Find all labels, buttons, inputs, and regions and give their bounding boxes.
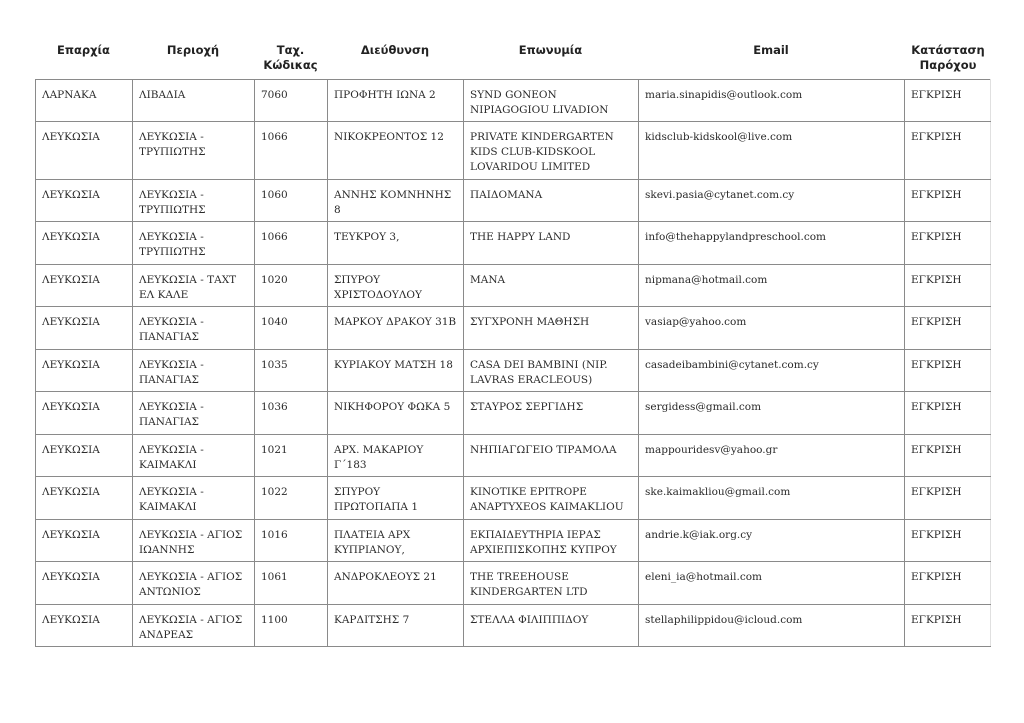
table-row <box>36 122 991 180</box>
cell-postal-code: 1066 <box>255 222 328 265</box>
cell-periochi: ΛΕΥΚΩΣΙΑ - ΚΑΙΜΑΚΛΙ <box>133 435 255 477</box>
cell-name: ΣΤΑΥΡΟΣ ΣΕΡΓΙΔΗΣ <box>464 392 639 435</box>
cell-periochi: ΛΕΥΚΩΣΙΑ - ΠΑΝΑΓΙΑΣ <box>133 392 255 435</box>
cell-status: ΕΓΚΡΙΣΗ <box>905 180 991 222</box>
cell-periochi: ΛΕΥΚΩΣΙΑ - ΚΑΙΜΑΚΛΙ <box>133 477 255 520</box>
cell-address: ΣΠΥΡΟΥ ΧΡΙΣΤΟΔΟΥΛΟΥ <box>328 265 464 307</box>
cell-periochi: ΛΕΥΚΩΣΙΑ - ΑΓΙΟΣ ΑΝΤΩΝΙΟΣ <box>133 562 255 605</box>
cell-eparchia: ΛΑΡΝΑΚΑ <box>36 80 133 122</box>
table-row <box>36 520 991 562</box>
cell-postal-code: 1022 <box>255 477 328 520</box>
cell-postal-code: 1060 <box>255 180 328 222</box>
cell-address: ΝΙΚΟΚΡΕΟΝΤΟΣ 12 <box>328 122 464 180</box>
header-name: Επωνυμία <box>518 43 583 57</box>
cell-address: ΤΕΥΚΡΟΥ 3, <box>328 222 464 265</box>
cell-periochi: ΛΕΥΚΩΣΙΑ - ΠΑΝΑΓΙΑΣ <box>133 307 255 350</box>
cell-periochi: ΛΕΥΚΩΣΙΑ - ΑΓΙΟΣ ΑΝΔΡΕΑΣ <box>133 605 255 647</box>
table-row <box>36 265 991 307</box>
cell-periochi: ΛΕΥΚΩΣΙΑ - ΤΡΥΠΙΩΤΗΣ <box>133 222 255 265</box>
cell-postal-code: 1066 <box>255 122 328 180</box>
header-postal-code-line2: Κώδικας <box>263 58 318 72</box>
cell-eparchia: ΛΕΥΚΩΣΙΑ <box>36 265 133 307</box>
cell-email[interactable]: andrie.k@iak.org.cy <box>639 520 905 562</box>
cell-postal-code: 1100 <box>255 605 328 647</box>
cell-email[interactable]: maria.sinapidis@outlook.com <box>639 80 905 122</box>
cell-periochi: ΛΕΥΚΩΣΙΑ - ΤΑΧΤ ΕΛ ΚΑΛΕ <box>133 265 255 307</box>
cell-email[interactable]: casadeibambini@cytanet.com.cy <box>639 350 905 392</box>
header-postal-code <box>254 43 327 73</box>
cell-email[interactable]: ske.kaimakliou@gmail.com <box>639 477 905 520</box>
cell-eparchia: ΛΕΥΚΩΣΙΑ <box>36 605 133 647</box>
header-postal-code-line1: Ταχ. <box>276 43 305 57</box>
cell-name: CASA DEI BAMBINI (NIP. LAVRAS ERACLEOUS) <box>464 350 639 392</box>
cell-address: ΠΡΟΦΗΤΗ ΙΩΝΑ 2 <box>328 80 464 122</box>
cell-address: ΜΑΡΚΟΥ ΔΡΑΚΟΥ 31Β <box>328 307 464 350</box>
cell-name: THE HAPPY LAND <box>464 222 639 265</box>
cell-name: PRIVATE KINDERGARTEN KIDS CLUB-KIDSKOOL LOVARIDOU LIMITED <box>464 122 639 180</box>
cell-eparchia: ΛΕΥΚΩΣΙΑ <box>36 435 133 477</box>
cell-eparchia: ΛΕΥΚΩΣΙΑ <box>36 307 133 350</box>
cell-postal-code: 1021 <box>255 435 328 477</box>
cell-address: ΠΛΑΤΕΙΑ ΑΡΧ ΚΥΠΡΙΑΝΟΥ, <box>328 520 464 562</box>
cell-eparchia: ΛΕΥΚΩΣΙΑ <box>36 477 133 520</box>
table-row <box>36 222 991 265</box>
cell-address: ΚΥΡΙΑΚΟΥ ΜΑΤΣΗ 18 <box>328 350 464 392</box>
cell-status: ΕΓΚΡΙΣΗ <box>905 80 991 122</box>
table-row <box>36 477 991 520</box>
cell-name: ΜΑΝΑ <box>464 265 639 307</box>
cell-email[interactable]: info@thehappylandpreschool.com <box>639 222 905 265</box>
cell-name: ΝΗΠΙΑΓΩΓΕΙΟ ΤΙΡΑΜΟΛΑ <box>464 435 639 477</box>
cell-postal-code: 1040 <box>255 307 328 350</box>
table-row <box>36 435 991 477</box>
cell-email[interactable]: nipmana@hotmail.com <box>639 265 905 307</box>
cell-postal-code: 1016 <box>255 520 328 562</box>
cell-status: ΕΓΚΡΙΣΗ <box>905 122 991 180</box>
cell-address: ΑΡΧ. ΜΑΚΑΡΙΟΥ Γ΄183 <box>328 435 464 477</box>
cell-address: ΝΙΚΗΦΟΡΟΥ ΦΩΚΑ 5 <box>328 392 464 435</box>
providers-table <box>35 79 991 647</box>
cell-status: ΕΓΚΡΙΣΗ <box>905 435 991 477</box>
cell-status: ΕΓΚΡΙΣΗ <box>905 222 991 265</box>
cell-email[interactable]: stellaphilippidou@icloud.com <box>639 605 905 647</box>
cell-email[interactable]: vasiap@yahoo.com <box>639 307 905 350</box>
cell-name: ΠΑΙΔΟΜΑΝΑ <box>464 180 639 222</box>
header-address: Διεύθυνση <box>360 43 430 57</box>
cell-postal-code: 1061 <box>255 562 328 605</box>
cell-name: THE TREEHOUSE KINDERGARTEN LTD <box>464 562 639 605</box>
cell-email[interactable]: mappouridesv@yahoo.gr <box>639 435 905 477</box>
cell-eparchia: ΛΕΥΚΩΣΙΑ <box>36 520 133 562</box>
cell-periochi: ΛΕΥΚΩΣΙΑ - ΠΑΝΑΓΙΑΣ <box>133 350 255 392</box>
cell-name: SYND GONEON NIPIAGOGIOU LIVADION <box>464 80 639 122</box>
cell-postal-code: 7060 <box>255 80 328 122</box>
table-row <box>36 307 991 350</box>
table-body <box>36 80 991 647</box>
cell-status: ΕΓΚΡΙΣΗ <box>905 562 991 605</box>
header-email: Email <box>753 43 789 57</box>
header-periochi: Περιοχή <box>166 43 220 57</box>
header-eparchia: Επαρχία <box>57 43 110 57</box>
cell-eparchia: ΛΕΥΚΩΣΙΑ <box>36 122 133 180</box>
cell-status: ΕΓΚΡΙΣΗ <box>905 477 991 520</box>
table-row <box>36 180 991 222</box>
cell-address: ΣΠΥΡΟΥ ΠΡΩΤΟΠΑΠΑ 1 <box>328 477 464 520</box>
cell-periochi: ΛΕΥΚΩΣΙΑ - ΑΓΙΟΣ ΙΩΑΝΝΗΣ <box>133 520 255 562</box>
cell-status: ΕΓΚΡΙΣΗ <box>905 520 991 562</box>
header-status-line1: Κατάσταση <box>911 43 985 57</box>
cell-status: ΕΓΚΡΙΣΗ <box>905 265 991 307</box>
cell-name: ΣΥΓΧΡΟΝΗ ΜΑΘΗΣΗ <box>464 307 639 350</box>
cell-name: ΣΤΕΛΛΑ ΦΙΛΙΠΠΙΔΟΥ <box>464 605 639 647</box>
table-row <box>36 350 991 392</box>
cell-periochi: ΛΙΒΑΔΙΑ <box>133 80 255 122</box>
cell-status: ΕΓΚΡΙΣΗ <box>905 307 991 350</box>
cell-eparchia: ΛΕΥΚΩΣΙΑ <box>36 350 133 392</box>
cell-email[interactable]: kidsclub-kidskool@live.com <box>639 122 905 180</box>
table-row <box>36 392 991 435</box>
cell-email[interactable]: eleni_ia@hotmail.com <box>639 562 905 605</box>
cell-postal-code: 1020 <box>255 265 328 307</box>
cell-eparchia: ΛΕΥΚΩΣΙΑ <box>36 180 133 222</box>
cell-email[interactable]: skevi.pasia@cytanet.com.cy <box>639 180 905 222</box>
cell-periochi: ΛΕΥΚΩΣΙΑ - ΤΡΥΠΙΩΤΗΣ <box>133 180 255 222</box>
header-status <box>904 43 992 73</box>
table-row <box>36 80 991 122</box>
cell-status: ΕΓΚΡΙΣΗ <box>905 350 991 392</box>
cell-name: KINOTIKE EPITROPE ANAPTYXEOS KAIMAKLIOU <box>464 477 639 520</box>
cell-email[interactable]: sergidess@gmail.com <box>639 392 905 435</box>
cell-address: ΚΑΡΔΙΤΣΗΣ 7 <box>328 605 464 647</box>
cell-status: ΕΓΚΡΙΣΗ <box>905 605 991 647</box>
cell-eparchia: ΛΕΥΚΩΣΙΑ <box>36 222 133 265</box>
cell-postal-code: 1035 <box>255 350 328 392</box>
cell-periochi: ΛΕΥΚΩΣΙΑ - ΤΡΥΠΙΩΤΗΣ <box>133 122 255 180</box>
cell-eparchia: ΛΕΥΚΩΣΙΑ <box>36 392 133 435</box>
cell-name: ΕΚΠΑΙΔΕΥΤΗΡΙΑ ΙΕΡΑΣ ΑΡΧΙΕΠΙΣΚΟΠΗΣ ΚΥΠΡΟΥ <box>464 520 639 562</box>
table-row <box>36 562 991 605</box>
cell-postal-code: 1036 <box>255 392 328 435</box>
cell-address: ΑΝΝΗΣ ΚΟΜΝΗΝΗΣ 8 <box>328 180 464 222</box>
header-status-line2: Παρόχου <box>919 58 977 72</box>
cell-eparchia: ΛΕΥΚΩΣΙΑ <box>36 562 133 605</box>
cell-status: ΕΓΚΡΙΣΗ <box>905 392 991 435</box>
cell-address: ΑΝΔΡΟΚΛΕΟΥΣ 21 <box>328 562 464 605</box>
table-row <box>36 605 991 647</box>
